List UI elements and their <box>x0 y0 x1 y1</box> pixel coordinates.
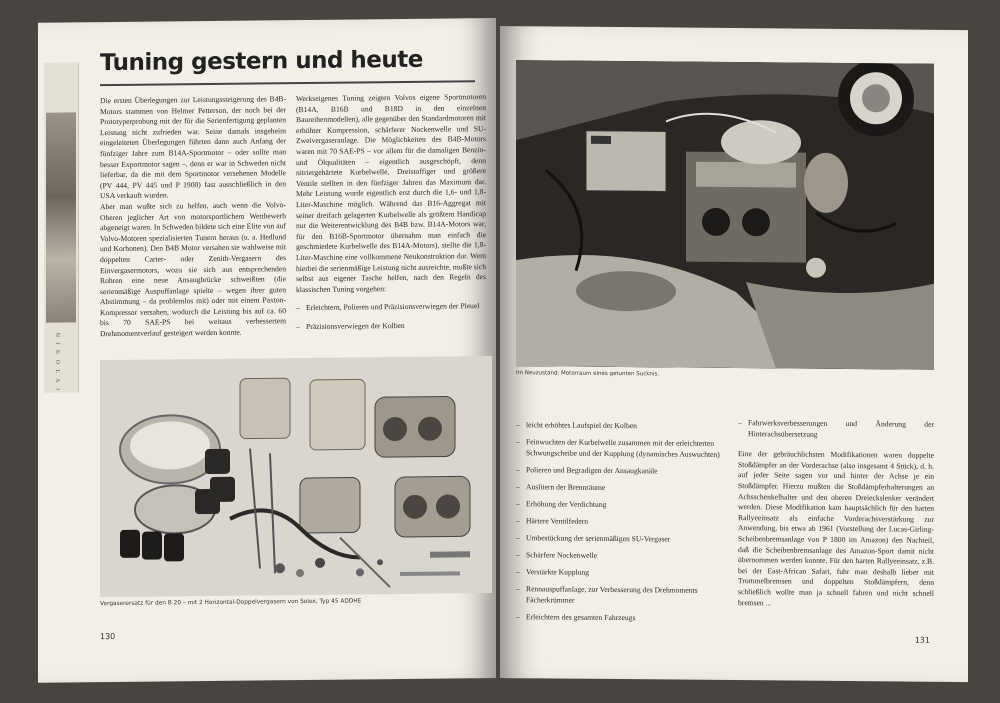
carburetor-parts-photo <box>100 356 492 597</box>
left-col1-text: Die ersten Überlegungen zur Leistungssteigerung des B4B-Motors stammen von Helmer Petterson, der noch bei der Prototyperprobung mit der für die Serienfertigung geplanten Leistung nicht zufrieden war. Seine damals insgeheim eingeleiteten Überlegungen führten dann auch Anfang der fünfziger Jahre zum B14A-Sportmotor – oder sollte man besser Exportmotor sagen –, denn er war in Schweden nicht lieferbar, da die mit dem Sportmotor versehenen Modelle (PV 444, PV 445 und P 1900) fast ausschließlich in den USA verkauft wurden. Aber man wußte sich zu helfen, auch wenn die Volvo-Oberen jeglicher Art von motorsportlichem Wettbewerb abgeneigt waren. In Schweden bildete sich eine Elite von auf Volvo-Motoren spezialisierten Tunern heraus (u. a. Hedlund und Korhonen). Den B4B Motor versahen sie wahlweise mit doppelten Carter- oder Zenith-Vergasern des Einvergasermotors, wozu sie sich aus entsprechenden Rohren eine neue Ansaugbrücke schweißten (die serienmäßige Auspuffanlage spielte – wegen ihrer guten Abstimmung – da problemlos mit) oder mit einem Paxton-Kompressor versahen, wodurch die Leistung bis auf ca. 60 bis 70 SAE-PS bei weitaus verbessertem Drehmomentverlauf gesteigert werden konnte. <box>100 94 286 339</box>
list-item: – Schärfere Nockenwelle <box>516 550 724 562</box>
list-item: – Erleichtern des gesamten Fahrzeugs <box>516 612 724 624</box>
right-column-2 <box>738 418 934 610</box>
list-item: – leicht erhöhtes Laufspiel der Kolben <box>516 420 724 432</box>
left-column-1 <box>100 94 286 340</box>
left-col2-list <box>296 301 486 332</box>
carburetor-parts-illustration <box>100 356 492 597</box>
right-column-1 <box>516 420 724 631</box>
list-item: – Härtere Ventilfedern <box>516 516 724 528</box>
left-col2-text: Werkseigenes Tuning zeigten Volvos eigene Sportmotoren (B14A, B16B und B18D in den einzelnen Baureihenmodellen), alle gegenüber den Standardmotoren mit erhöhter Kompression, schärferer Nockenwelle und SU-Zweivergaseranlage. Die Möglichkeiten des B4B-Motors waren mit 70 SAE-PS – vor allem für die damaligen Benzin- und Ölqualitäten – eigentlich ausgeschöpft, denn nitriergehärtete Kurbelwelle, Dreistoffiger und größere Ventile stellten in den fünfziger Jahren das Maximum dar. Mehr Leistung wurde eigentlich erst durch die 1,6- und 1,8-Liter-Maschine möglich. Während das B16-Aggregat mit seiner dreifach gelagerten Kurbelwelle als größtem Handicap nur die Weiterentwicklung des B4B bzw. B14A-Motors war, für den B16B-Sportmotor übernahm man einfach die geschmiedete Kurbelwelle des B14A-Motors), stellte die 1,8-Liter-Maschine eine vollkommene Neukonstruktion dar. Wem hierbei die serienmäßige Leistung nicht ausreichte, mußte sich selbst aus eigener Tasche helfen, nach den Regeln des klassischen Tuning vorgehen: <box>296 92 486 294</box>
strip-text: N I K O L A J <box>54 332 60 393</box>
list-item: – Auslitern der Brennräume <box>516 482 724 494</box>
list-item: – Erhöhung der Verdichtung <box>516 499 724 511</box>
right-col2-text: Eine der gebräuchlichsten Modifikationen waren doppelte Stoßdämpfer an der Vorderachse (also insgesamt 4 Stück), d. h. auf jeder Seite sagen vor und hinter der Achse je ein Stoßdämpfer. Hierzu mußten die Stoßdämpferhalterungen an Achsschenkelhalter und den oberen Dreieckslenker verändert werden. Diese Modifikation kam hauptsächlich für den harten Rallyeeinsatz als einfache Vorderachsverstärkung zur Anwendung, bis etwa ab 1961 (Vorstellung der Lucas-Girling-Scheibenbremsanlage von P 1800 im Amazon) den Nachteil, daß die Scheibenbremsanlage des Amazon-Sport damit nicht übernommen werden konnte. Für den harten Rallyeeinsatz, z.B. bei der East-African Safari, fuhr man deshalb lieber mit Trommelbremsen und doppelten Stoßdämpfern, denn schließlich wollte man ja schnell fahren und nicht schnell bremsen ... <box>738 449 934 607</box>
list-item: – Fahrwerksverbesserungen und Änderung der Hinterachsübersetzung <box>738 418 934 441</box>
left-page <box>38 18 496 683</box>
tuning-list <box>516 420 724 625</box>
right-page <box>500 26 968 682</box>
list-item: – Umbestückung der serienmäßigen SU-Vergaser <box>516 533 724 545</box>
page-number-left: 130 <box>100 631 116 642</box>
page-number-right: 131 <box>914 635 930 645</box>
list-item: – Rennauspuffanlage, zur Verbesserung des Drehmoments Fächerkrümmer <box>516 585 724 608</box>
left-column-2 <box>296 92 486 340</box>
title-rule <box>100 80 475 86</box>
list-item: – Polieren und Begradigen der Ansaugkanäle <box>516 465 724 477</box>
chassis-list <box>738 418 934 441</box>
list-item: – Präzisionsverwiegen der Kolben <box>296 320 486 333</box>
book-spread <box>38 18 968 680</box>
list-item: – Feinwuchten der Kurbelwelle zusammen mit der erleichterten Schwungscheibe und der Kupplung (dynamisches Auswuchten) <box>516 437 724 460</box>
engine-bay-photo <box>516 60 934 370</box>
strip-photo <box>46 112 76 322</box>
right-photo-caption: Im Neuzustand: Motorraum eines getunten Sucknis. <box>516 370 660 378</box>
left-photo-caption: Vergaserersatz für den B 20 – mit 2 Horizontal-Doppelvergasern von Solex, Typ 45 ADDHE <box>100 598 362 608</box>
engine-bay-illustration <box>516 60 934 370</box>
previous-page-strip <box>44 62 79 392</box>
page-title: Tuning gestern und heute <box>100 46 423 77</box>
list-item: – Erleichtern, Polieren und Präzisionsverwiegen der Pleuel <box>296 301 486 314</box>
list-item: – Verstärkte Kupplung <box>516 567 724 579</box>
